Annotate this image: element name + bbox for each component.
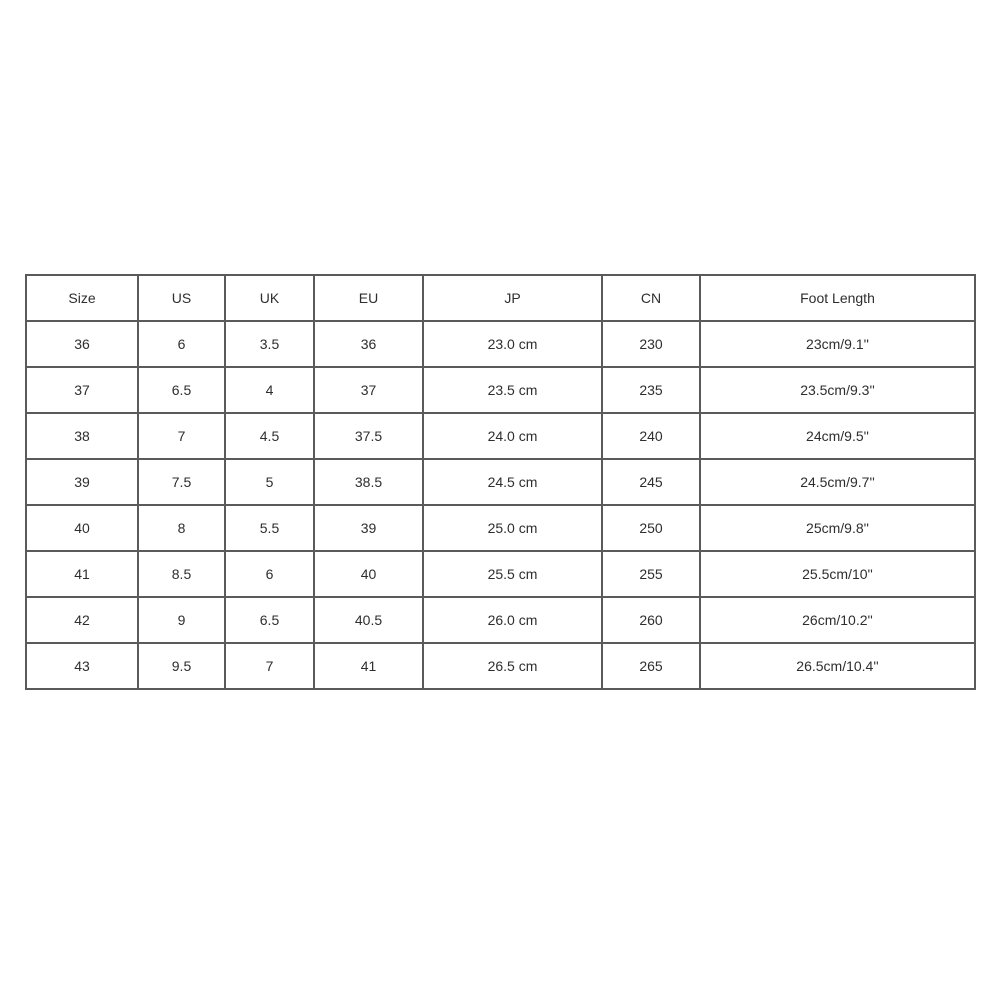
header-cn: CN <box>602 275 700 321</box>
cell-us: 9.5 <box>138 643 225 689</box>
cell-foot-length: 24cm/9.5'' <box>700 413 975 459</box>
table-row <box>26 597 975 643</box>
cell-jp: 24.0 cm <box>423 413 602 459</box>
table-row <box>26 551 975 597</box>
header-foot-length: Foot Length <box>700 275 975 321</box>
cell-size: 37 <box>26 367 138 413</box>
header-uk: UK <box>225 275 314 321</box>
cell-uk: 5 <box>225 459 314 505</box>
cell-uk: 5.5 <box>225 505 314 551</box>
cell-cn: 240 <box>602 413 700 459</box>
cell-cn: 245 <box>602 459 700 505</box>
cell-eu: 39 <box>314 505 423 551</box>
cell-size: 38 <box>26 413 138 459</box>
cell-size: 41 <box>26 551 138 597</box>
size-chart-table <box>25 274 976 690</box>
header-row <box>26 275 975 321</box>
cell-uk: 4.5 <box>225 413 314 459</box>
cell-us: 9 <box>138 597 225 643</box>
cell-eu: 38.5 <box>314 459 423 505</box>
cell-foot-length: 26.5cm/10.4'' <box>700 643 975 689</box>
header-jp: JP <box>423 275 602 321</box>
cell-us: 6.5 <box>138 367 225 413</box>
cell-foot-length: 24.5cm/9.7'' <box>700 459 975 505</box>
cell-jp: 23.5 cm <box>423 367 602 413</box>
cell-foot-length: 25.5cm/10'' <box>700 551 975 597</box>
cell-us: 7.5 <box>138 459 225 505</box>
cell-eu: 37 <box>314 367 423 413</box>
cell-cn: 230 <box>602 321 700 367</box>
cell-size: 36 <box>26 321 138 367</box>
cell-jp: 24.5 cm <box>423 459 602 505</box>
table-row <box>26 643 975 689</box>
cell-eu: 37.5 <box>314 413 423 459</box>
cell-size: 40 <box>26 505 138 551</box>
cell-size: 42 <box>26 597 138 643</box>
size-chart-body <box>26 321 975 689</box>
cell-jp: 25.0 cm <box>423 505 602 551</box>
cell-cn: 265 <box>602 643 700 689</box>
header-eu: EU <box>314 275 423 321</box>
table-row <box>26 367 975 413</box>
cell-jp: 26.0 cm <box>423 597 602 643</box>
cell-foot-length: 26cm/10.2'' <box>700 597 975 643</box>
cell-uk: 3.5 <box>225 321 314 367</box>
cell-foot-length: 23cm/9.1'' <box>700 321 975 367</box>
cell-eu: 40 <box>314 551 423 597</box>
cell-jp: 23.0 cm <box>423 321 602 367</box>
cell-uk: 4 <box>225 367 314 413</box>
cell-foot-length: 23.5cm/9.3'' <box>700 367 975 413</box>
cell-foot-length: 25cm/9.8'' <box>700 505 975 551</box>
cell-uk: 6.5 <box>225 597 314 643</box>
size-chart-header <box>26 275 975 321</box>
cell-us: 7 <box>138 413 225 459</box>
cell-eu: 40.5 <box>314 597 423 643</box>
cell-size: 43 <box>26 643 138 689</box>
cell-cn: 250 <box>602 505 700 551</box>
table-row <box>26 413 975 459</box>
cell-size: 39 <box>26 459 138 505</box>
cell-jp: 25.5 cm <box>423 551 602 597</box>
cell-cn: 235 <box>602 367 700 413</box>
table-row <box>26 505 975 551</box>
cell-cn: 255 <box>602 551 700 597</box>
cell-eu: 36 <box>314 321 423 367</box>
cell-eu: 41 <box>314 643 423 689</box>
table-row <box>26 459 975 505</box>
cell-jp: 26.5 cm <box>423 643 602 689</box>
cell-us: 8 <box>138 505 225 551</box>
header-us: US <box>138 275 225 321</box>
cell-uk: 6 <box>225 551 314 597</box>
header-size: Size <box>26 275 138 321</box>
table-row <box>26 321 975 367</box>
cell-us: 6 <box>138 321 225 367</box>
cell-uk: 7 <box>225 643 314 689</box>
cell-cn: 260 <box>602 597 700 643</box>
cell-us: 8.5 <box>138 551 225 597</box>
